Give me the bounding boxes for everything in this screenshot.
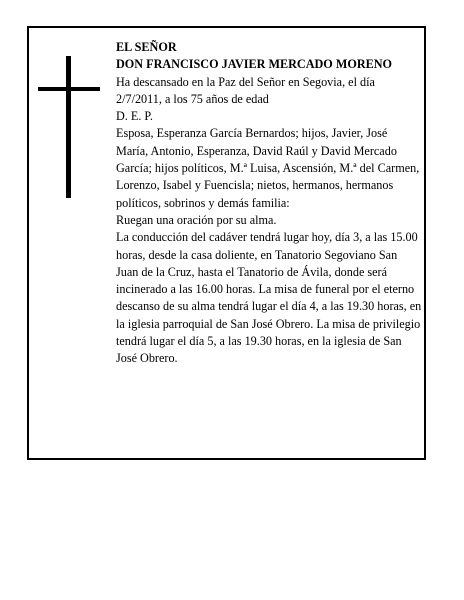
death-announcement: Ha descansado en la Paz del Señor en Segovia, el día 2/7/2011, a los 75 años de edad — [116, 74, 375, 106]
prayer-request: Ruegan una oración por su alma. — [116, 212, 277, 227]
cross-horizontal-bar — [38, 87, 100, 91]
notice-title: EL SEÑOR — [116, 40, 177, 54]
obituary-text — [116, 39, 422, 368]
service-details: La conducción del cadáver tendrá lugar hoy, día 3, a las 15.00 horas, desde la casa doliente, en Tanatorio Segoviano San Juan de la Cruz, hasta el Tanatorio de Ávila, donde será incinerado a las 16.00 horas. La misa de funeral por el eterno descanso de su alma tendrá lugar el día 4, a las 19.30 horas, en la iglesia parroquial de San José Obrero. La misa de privilegio tendrá lugar el día 5, a las 19.30 horas, en la iglesia de San José Obrero. — [116, 230, 422, 366]
rest-in-peace: D. E. P. — [116, 109, 153, 124]
cross-vertical-bar — [66, 56, 71, 198]
deceased-name: DON FRANCISCO JAVIER MERCADO MORENO — [116, 57, 393, 72]
family-list: Esposa, Esperanza García Bernardos; hijos, Javier, José María, Antonio, Esperanza, David Raúl y David Mercado García; hijos políticos, M.ª Luisa, Ascensión, M.ª del Carmen, Lorenzo, Isabel y Fuencisla; nietos, hermanos, hermanos políticos, sobrinos y demás familia: — [116, 126, 420, 210]
latin-cross-icon — [38, 56, 100, 198]
